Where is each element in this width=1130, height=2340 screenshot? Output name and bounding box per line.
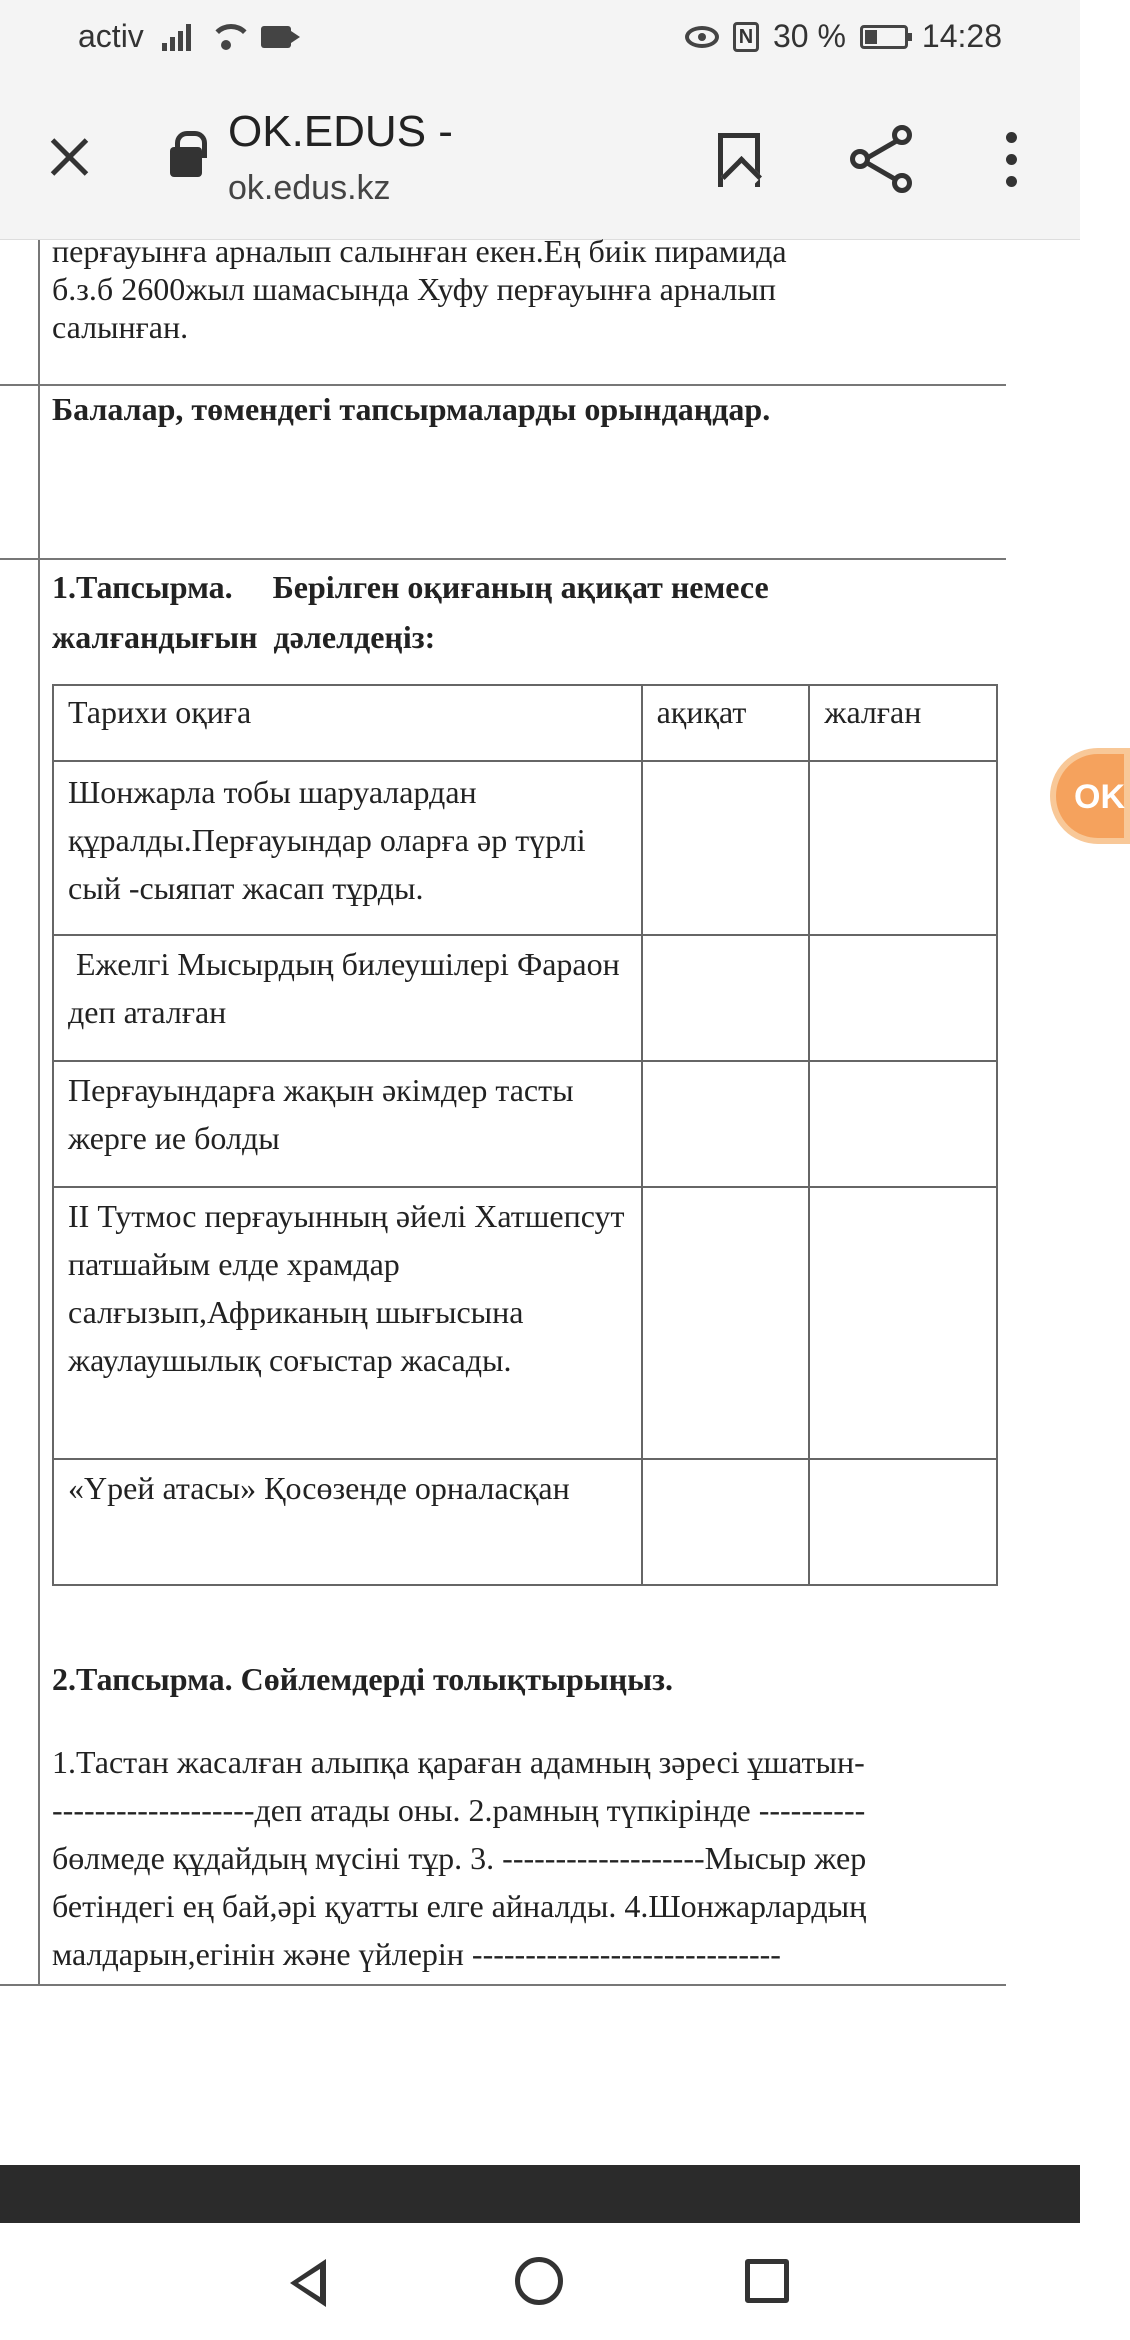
status-bar [0, 0, 1080, 75]
true-cell [642, 1187, 810, 1459]
event-cell: «Үрей атасы» Қосөзенде орналасқан [53, 1459, 642, 1585]
false-cell [809, 1187, 997, 1459]
intro-paragraph [52, 232, 1002, 346]
true-cell [642, 1061, 810, 1187]
back-icon[interactable] [290, 2259, 326, 2307]
event-cell: Шонжарла тобы шаруалардан құралды.Перғауындар оларға әр түрлі сый -сыяпат жасап тұрды. [53, 761, 642, 935]
left-border [38, 240, 40, 1985]
close-icon[interactable] [38, 125, 102, 189]
table-row [53, 1061, 997, 1187]
task2-line: -------------------деп атады оны. 2.рамның түпкірінде ---------- [52, 1792, 866, 1828]
instruction-text: Балалар, төмендегі тапсырмаларды орындаңдар. [52, 391, 771, 427]
header-cell: ақиқат [642, 685, 810, 761]
event-cell: ІІ Тутмос перғауынның әйелі Хатшепсут патшайым елде храмдар салғызып,Африканың шығысына жаулаушылық соғыстар жасады. [53, 1187, 642, 1459]
home-icon[interactable] [515, 2257, 563, 2305]
event-cell: Ежелгі Мысырдың билеушілері Фараон деп аталған [53, 935, 642, 1061]
header-cell: жалған [809, 685, 997, 761]
browser-toolbar [0, 75, 1080, 240]
false-cell [809, 1061, 997, 1187]
true-cell [642, 935, 810, 1061]
task2-title: 2.Тапсырма. Сөйлемдерді толықтырыңыз. [52, 1661, 673, 1697]
false-cell [809, 935, 997, 1061]
false-cell [809, 761, 997, 935]
table-row [53, 1459, 997, 1585]
task1-title-line: жалғандығын дәлелдеңіз: [52, 619, 436, 655]
status-left [78, 18, 291, 55]
bookmark-icon[interactable] [718, 133, 760, 187]
table-header-row [53, 685, 997, 761]
true-cell [642, 1459, 810, 1585]
clock: 14:28 [921, 18, 1002, 54]
signal-icon [162, 23, 191, 51]
more-menu-icon[interactable] [1000, 130, 1024, 190]
nfc-icon: N [733, 22, 759, 52]
video-icon [261, 26, 291, 48]
bottom-overlay [0, 2165, 1080, 2223]
battery-icon [860, 25, 908, 49]
event-cell: Перғауындарға жақын әкімдер тасты жерге ие болды [53, 1061, 642, 1187]
share-icon[interactable] [850, 125, 920, 195]
intro-line: перғауынға арналып салынған екен.Ең биік пирамида [52, 233, 787, 269]
page-title[interactable]: OK.EDUS - [228, 107, 453, 156]
task2-line: 1.Тастан жасалған алыпқа қараған адамның зәресі ұшатын- [52, 1744, 865, 1780]
table-row [53, 935, 997, 1061]
events-table [52, 684, 998, 1586]
task2-line: бөлмеде құдайдың мүсіні тұр. 3. -------------------Мысыр жер [52, 1840, 867, 1876]
intro-line: салынған. [52, 309, 189, 345]
battery-percent: 30 % [772, 18, 846, 54]
ok-badge-label: OK [1074, 778, 1125, 816]
task2-line: бетіндегі ең бай,әрі қуатты елге айналды. 4.Шонжарлардың [52, 1888, 867, 1924]
task2-paragraph [52, 1738, 1002, 1978]
task1-title [52, 562, 1002, 662]
document-view[interactable] [0, 233, 1080, 2165]
wifi-icon [209, 24, 243, 50]
recent-apps-icon[interactable] [745, 2259, 789, 2303]
task1-title-line: 1.Тапсырма. Берілген оқиғаның ақиқат немесе [52, 569, 769, 605]
carrier-label: activ [78, 18, 144, 54]
lock-icon[interactable] [170, 147, 202, 177]
page-url[interactable]: ok.edus.kz [228, 169, 391, 207]
divider [0, 1984, 1006, 1986]
navigation-bar [0, 2223, 1080, 2340]
status-right [685, 18, 1002, 55]
divider [0, 558, 1006, 560]
false-cell [809, 1459, 997, 1585]
eye-comfort-icon [685, 26, 719, 48]
table-row [53, 1187, 997, 1459]
divider [0, 384, 1006, 386]
header-cell: Тарихи оқиға [53, 685, 642, 761]
true-cell [642, 761, 810, 935]
table-row [53, 761, 997, 935]
intro-line: б.з.б 2600жыл шамасында Хуфу перғауынға арналып [52, 271, 776, 307]
task2-line: малдарын,егінін және үйлерін ----------------------------- [52, 1936, 781, 1972]
